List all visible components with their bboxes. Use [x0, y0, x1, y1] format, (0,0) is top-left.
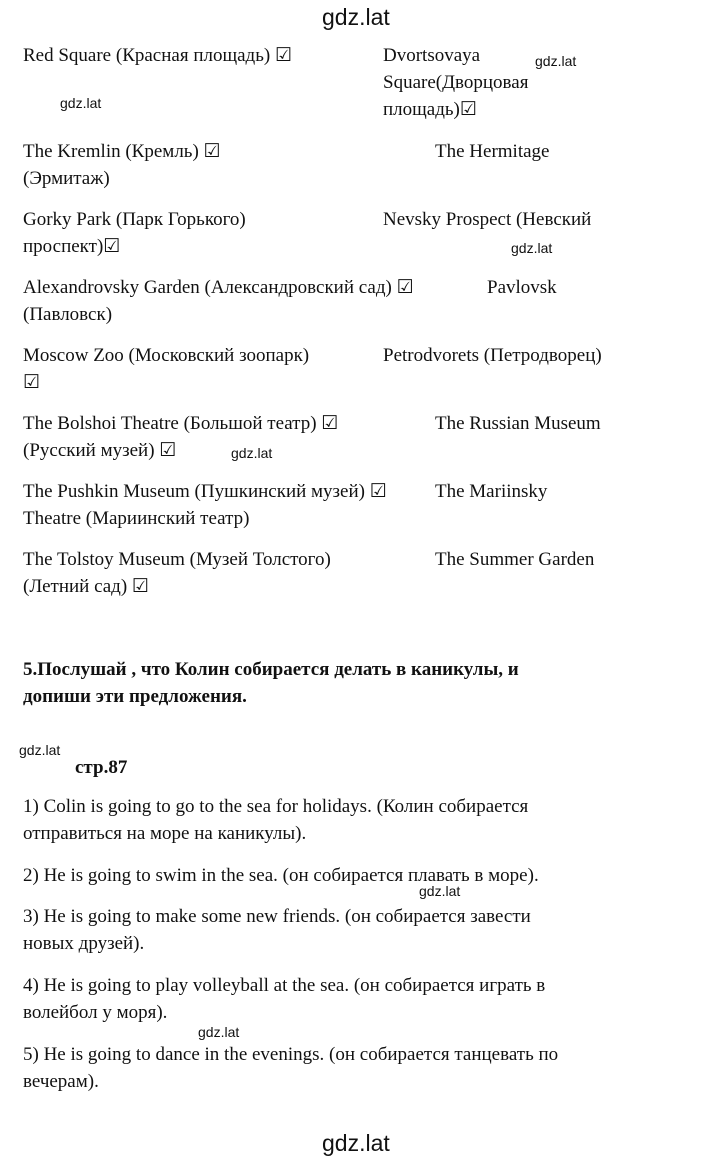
- watermark: gdz.lat: [511, 240, 553, 256]
- place-text: (Русский музей) ☑: [23, 440, 177, 461]
- place-text: The Mariinsky: [435, 481, 548, 502]
- answer-line: 4) He is going to play volleyball at the sea. (он собирается играть в: [23, 975, 546, 996]
- place-text: The Kremlin (Кремль) ☑: [23, 141, 221, 162]
- watermark: gdz.lat: [231, 445, 273, 461]
- place-text: The Summer Garden: [435, 549, 595, 570]
- answer-line: вечерам).: [23, 1071, 99, 1092]
- place-text: Alexandrovsky Garden (Александровский сад) ☑: [23, 277, 414, 298]
- place-text: Dvortsovaya: [383, 45, 481, 66]
- answer-line: отправиться на море на каникулы).: [23, 823, 307, 844]
- watermark: gdz.lat: [60, 95, 102, 111]
- answer-line: волейбол у моря).: [23, 1002, 168, 1023]
- place-text: (Эрмитаж): [23, 168, 110, 189]
- watermark: gdz.lat: [198, 1024, 240, 1040]
- watermark: gdz.lat: [419, 883, 461, 899]
- task-heading: допиши эти предложения.: [23, 686, 247, 707]
- place-text: Square(Дворцовая: [383, 72, 529, 93]
- place-text: Moscow Zoo (Московский зоопарк): [23, 345, 310, 366]
- watermark-top: gdz.lat: [322, 4, 390, 30]
- place-text: (Павловск): [23, 304, 113, 325]
- place-text: The Russian Museum: [435, 413, 601, 434]
- task-heading: 5.Послушай , что Колин собирается делать в каникулы, и: [23, 659, 519, 680]
- place-text: Nevsky Prospect (Невский: [383, 209, 592, 230]
- place-text: The Pushkin Museum (Пушкинский музей) ☑: [23, 481, 387, 502]
- watermark: gdz.lat: [19, 742, 61, 758]
- place-text: Pavlovsk: [487, 277, 557, 298]
- place-text: The Tolstoy Museum (Музей Толстого): [23, 549, 331, 570]
- place-text: ☑: [23, 372, 41, 393]
- place-text: проспект)☑: [23, 236, 121, 257]
- place-text: площадь)☑: [383, 99, 477, 120]
- place-text: Gorky Park (Парк Горького): [23, 209, 246, 230]
- place-text: (Летний сад) ☑: [23, 576, 149, 597]
- place-text: The Bolshoi Theatre (Большой театр) ☑: [23, 413, 339, 434]
- place-text: Theatre (Мариинский театр): [23, 508, 250, 529]
- answer-line: 1) Colin is going to go to the sea for holidays. (Колин собирается: [23, 796, 529, 817]
- answer-line: новых друзей).: [23, 933, 145, 954]
- place-text: The Hermitage: [435, 141, 550, 162]
- answer-line: 2) He is going to swim in the sea. (он собирается плавать в море).: [23, 865, 539, 886]
- page-reference: стр.87: [75, 757, 128, 778]
- watermark-bottom: gdz.lat: [322, 1130, 390, 1156]
- answer-line: 3) He is going to make some new friends. (он собирается завести: [23, 906, 531, 927]
- place-text: Petrodvorets (Петродворец): [383, 345, 602, 366]
- answer-line: 5) He is going to dance in the evenings. (он собирается танцевать по: [23, 1044, 559, 1065]
- place-text: Red Square (Красная площадь) ☑: [23, 45, 292, 66]
- watermark: gdz.lat: [535, 53, 577, 69]
